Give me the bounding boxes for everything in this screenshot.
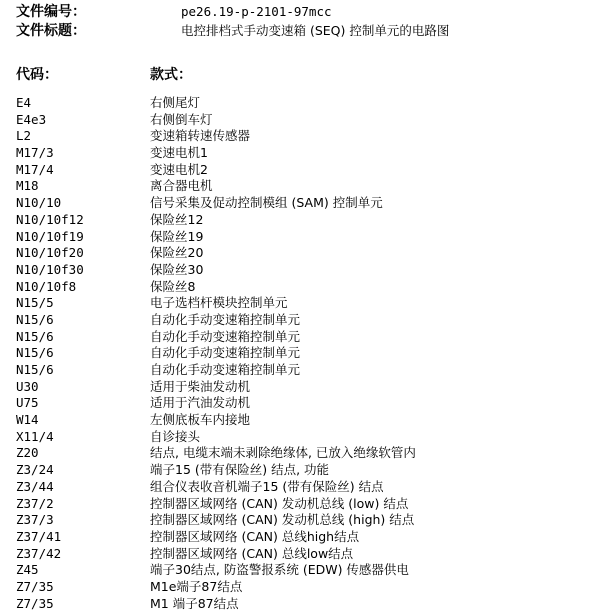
component-code: X11/4 bbox=[16, 428, 54, 444]
component-description: 左侧底板车内接地 bbox=[150, 412, 251, 428]
component-description: 适用于汽油发动机 bbox=[150, 395, 251, 411]
component-code: M17/4 bbox=[16, 161, 54, 177]
component-code: Z37/2 bbox=[16, 495, 54, 511]
list-item bbox=[0, 195, 600, 212]
component-description: M1e端子87结点 bbox=[150, 578, 243, 594]
doc-title-label: 文件标题： bbox=[16, 23, 86, 39]
list-item bbox=[0, 362, 600, 379]
list-item bbox=[0, 412, 600, 429]
component-description: 控制器区域网络 (CAN) 发动机总线 (low) 结点 bbox=[150, 495, 409, 511]
component-code: N10/10f20 bbox=[16, 245, 84, 261]
component-code: N15/6 bbox=[16, 345, 54, 361]
component-code: N10/10f19 bbox=[16, 228, 84, 244]
component-code: Z37/41 bbox=[16, 528, 62, 544]
component-list bbox=[0, 95, 600, 612]
list-item bbox=[0, 178, 600, 195]
component-description: 变速电机1 bbox=[150, 145, 208, 161]
component-description: 保险丝20 bbox=[150, 245, 204, 261]
component-description: 保险丝12 bbox=[150, 211, 204, 227]
list-item bbox=[0, 329, 600, 346]
doc-number-value: pe26.19-p-2101-97mcc bbox=[181, 4, 332, 19]
list-item bbox=[0, 379, 600, 396]
list-item bbox=[0, 496, 600, 513]
component-code: M17/3 bbox=[16, 145, 54, 161]
component-description: 电子选档杆模块控制单元 bbox=[150, 295, 288, 311]
component-description: 控制器区域网络 (CAN) 总线high结点 bbox=[150, 528, 360, 544]
component-code: N10/10 bbox=[16, 195, 62, 211]
component-description: 控制器区域网络 (CAN) 发动机总线 (high) 结点 bbox=[150, 512, 415, 528]
component-description: 离合器电机 bbox=[150, 178, 213, 194]
component-code: Z7/35 bbox=[16, 578, 54, 594]
component-description: 保险丝30 bbox=[150, 261, 204, 277]
component-description: 端子15 (带有保险丝) 结点, 功能 bbox=[150, 462, 330, 478]
code-column-header: 代码： bbox=[16, 67, 58, 83]
component-description: 端子30结点, 防盗警报系统 (EDW) 传感器供电 bbox=[150, 562, 409, 578]
component-code: N15/5 bbox=[16, 295, 54, 311]
list-item bbox=[0, 279, 600, 296]
component-description: 结点, 电缆末端未剥除绝缘体, 已放入绝缘软管内 bbox=[150, 445, 416, 461]
list-item bbox=[0, 212, 600, 229]
list-item bbox=[0, 145, 600, 162]
component-code: N10/10f8 bbox=[16, 278, 77, 294]
component-code: E4e3 bbox=[16, 111, 47, 127]
component-code: U30 bbox=[16, 378, 39, 394]
component-code: W14 bbox=[16, 412, 39, 428]
component-code: L2 bbox=[16, 128, 32, 144]
component-code: Z3/44 bbox=[16, 478, 54, 494]
component-code: Z20 bbox=[16, 445, 39, 461]
component-code: M18 bbox=[16, 178, 39, 194]
component-code: N15/6 bbox=[16, 328, 54, 344]
desc-column-header: 款式： bbox=[150, 67, 192, 83]
component-description: 组合仪表收音机端子15 (带有保险丝) 结点 bbox=[150, 478, 384, 494]
list-item bbox=[0, 95, 600, 112]
component-description: 自动化手动变速箱控制单元 bbox=[150, 311, 301, 327]
list-item bbox=[0, 245, 600, 262]
list-item bbox=[0, 462, 600, 479]
component-description: 自动化手动变速箱控制单元 bbox=[150, 362, 301, 377]
list-item bbox=[0, 229, 600, 246]
component-code: Z45 bbox=[16, 562, 39, 578]
list-item bbox=[0, 596, 600, 612]
list-item bbox=[0, 345, 600, 362]
component-description: 控制器区域网络 (CAN) 总线low结点 bbox=[150, 545, 354, 561]
component-code: Z7/35 bbox=[16, 595, 54, 611]
component-description: 保险丝8 bbox=[150, 278, 196, 294]
doc-title-row bbox=[0, 22, 600, 40]
doc-title-value: 电控排档式手动变速箱 (SEQ) 控制单元的电路图 bbox=[181, 23, 450, 38]
component-code: N15/6 bbox=[16, 362, 54, 377]
component-description: 自动化手动变速箱控制单元 bbox=[150, 345, 301, 361]
component-description: 右侧尾灯 bbox=[150, 95, 201, 110]
component-description: 变速箱转速传感器 bbox=[150, 128, 251, 144]
component-code: Z37/3 bbox=[16, 512, 54, 528]
component-description: 自诊接头 bbox=[150, 428, 201, 444]
component-description: M1 端子87结点 bbox=[150, 595, 239, 611]
component-description: 适用于柴油发动机 bbox=[150, 378, 251, 394]
component-code: N15/6 bbox=[16, 311, 54, 327]
list-item bbox=[0, 445, 600, 462]
list-item bbox=[0, 262, 600, 279]
list-item bbox=[0, 162, 600, 179]
doc-number-label: 文件编号： bbox=[16, 4, 86, 20]
list-item bbox=[0, 395, 600, 412]
list-item bbox=[0, 479, 600, 496]
list-item bbox=[0, 529, 600, 546]
list-item bbox=[0, 512, 600, 529]
component-description: 保险丝19 bbox=[150, 228, 204, 244]
component-description: 右侧倒车灯 bbox=[150, 111, 213, 127]
component-description: 自动化手动变速箱控制单元 bbox=[150, 328, 301, 344]
list-item bbox=[0, 579, 600, 596]
component-code: Z3/24 bbox=[16, 462, 54, 478]
list-item bbox=[0, 128, 600, 145]
list-item bbox=[0, 295, 600, 312]
list-item bbox=[0, 429, 600, 446]
list-item bbox=[0, 312, 600, 329]
list-item bbox=[0, 546, 600, 563]
component-description: 信号采集及促动控制模组 (SAM) 控制单元 bbox=[150, 195, 383, 211]
component-code: E4 bbox=[16, 95, 32, 110]
doc-number-row bbox=[0, 3, 600, 21]
component-code: N10/10f12 bbox=[16, 211, 84, 227]
component-code: Z37/42 bbox=[16, 545, 62, 561]
component-code: U75 bbox=[16, 395, 39, 411]
component-description: 变速电机2 bbox=[150, 161, 208, 177]
list-item bbox=[0, 562, 600, 579]
component-code: N10/10f30 bbox=[16, 261, 84, 277]
list-item bbox=[0, 112, 600, 129]
